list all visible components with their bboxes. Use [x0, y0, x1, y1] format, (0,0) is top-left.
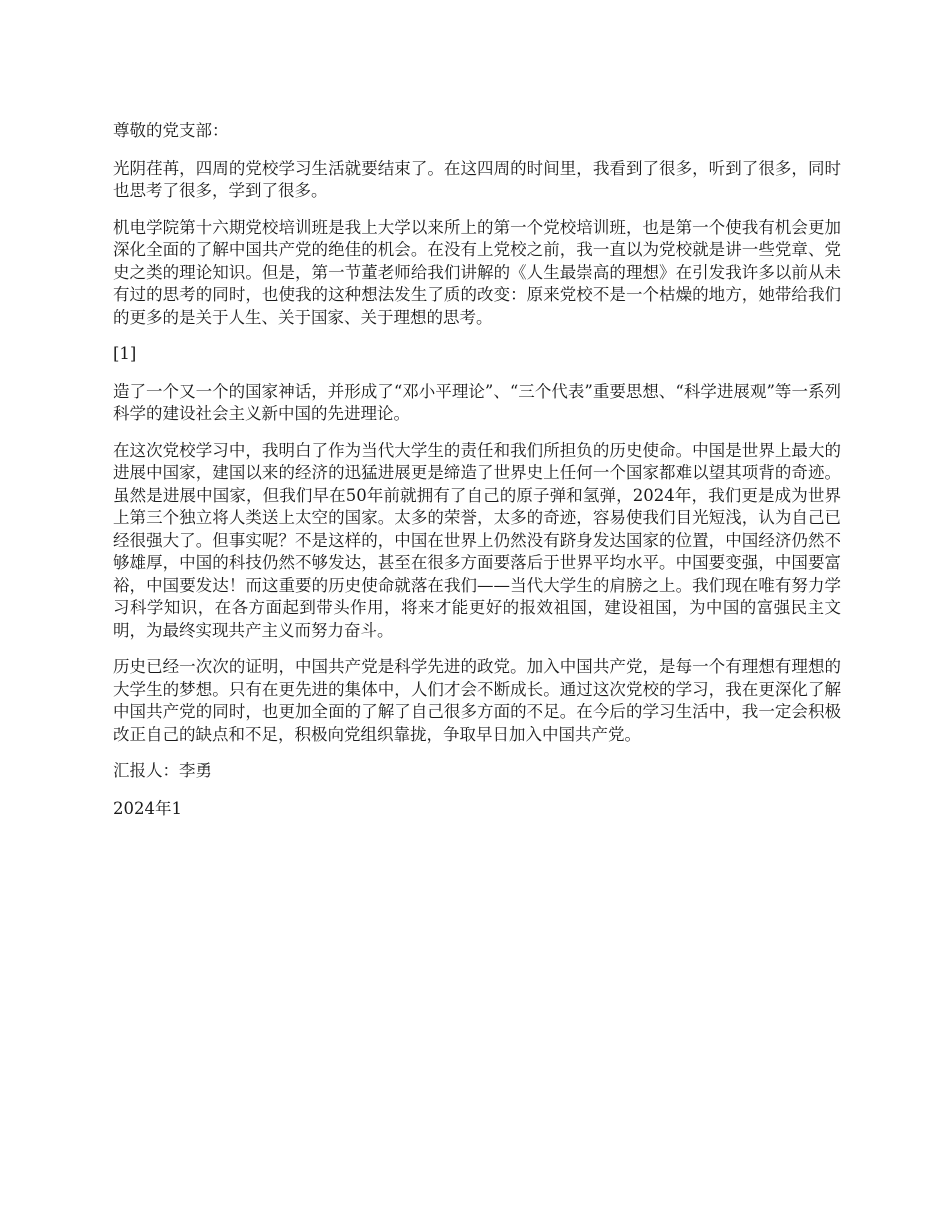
paragraph-history: 历史已经一次次的证明，中国共产党是科学先进的政党。加入中国共产党，是每一个有理想有理想的大学生的梦想。只有在更先进的集体中，人们才会不断成长。通过这次党校的学习，我在更深化了解中国共产党的同时，也更加全面的了解了自己很多方面的不足。在今后的学习生活中，我一定会积极改正自己的缺点和不足，积极向党组织靠拢，争取早日加入中国共产党。	[113, 657, 841, 744]
footnote-marker: [1]	[113, 344, 137, 363]
paragraph-mission: 在这次党校学习中，我明白了作为当代大学生的责任和我们所担负的历史使命。中国是世界上最大的进展中国家，建国以来的经济的迅猛进展更是缔造了世界史上任何一个国家都难以望其项背的奇迹。虽然是进展中国家，但我们早在50年前就拥有了自己的原子弹和氢弹，2024年，我们更是成为世界上第三个独立将人类送上太空的国家。太多的荣誉，太多的奇迹，容易使我们目光短浅，认为自己已经很强大了。但事实呢？不是这样的，中国在世界上仍然没有跻身发达国家的位置，中国经济仍然不够雄厚，中国的科技仍然不够发达，甚至在很多方面要落后于世界平均水平。中国要变强，中国要富裕，中国要发达！而这重要的历史使命就落在我们——当代大学生的肩膀之上。我们现在唯有努力学习科学知识，在各方面起到带头作用，将来才能更好的报效祖国，建设祖国，为中国的富强民主文明，为最终实现共产主义而努力奋斗。	[113, 440, 841, 640]
report-date: 2024年1	[113, 798, 182, 818]
paragraph-intro: 光阴荏苒，四周的党校学习生活就要结束了。在这四周的时间里，我看到了很多，听到了很多，同时也思考了很多，学到了很多。	[113, 158, 841, 200]
paragraph-theories: 造了一个又一个的国家神话，并形成了“邓小平理论”、“三个代表”重要思想、“科学进展观”等一系列科学的建设社会主义新中国的先进理论。	[113, 381, 841, 423]
salutation: 尊敬的党支部：	[113, 121, 229, 140]
reporter-signature: 汇报人：李勇	[113, 761, 212, 780]
report-document	[113, 120, 841, 835]
paragraph-party-school: 机电学院第十六期党校培训班是我上大学以来所上的第一个党校培训班，也是第一个使我有机会更加深化全面的了解中国共产党的绝佳的机会。在没有上党校之前，我一直以为党校就是讲一些党章、党史之类的理论知识。但是，第一节董老师给我们讲解的《人生最崇高的理想》在引发我许多以前从未有过的思考的同时，也使我的这种想法发生了质的改变：原来党校不是一个枯燥的地方，她带给我们的更多的是关于人生、关于国家、关于理想的思考。	[113, 217, 841, 327]
